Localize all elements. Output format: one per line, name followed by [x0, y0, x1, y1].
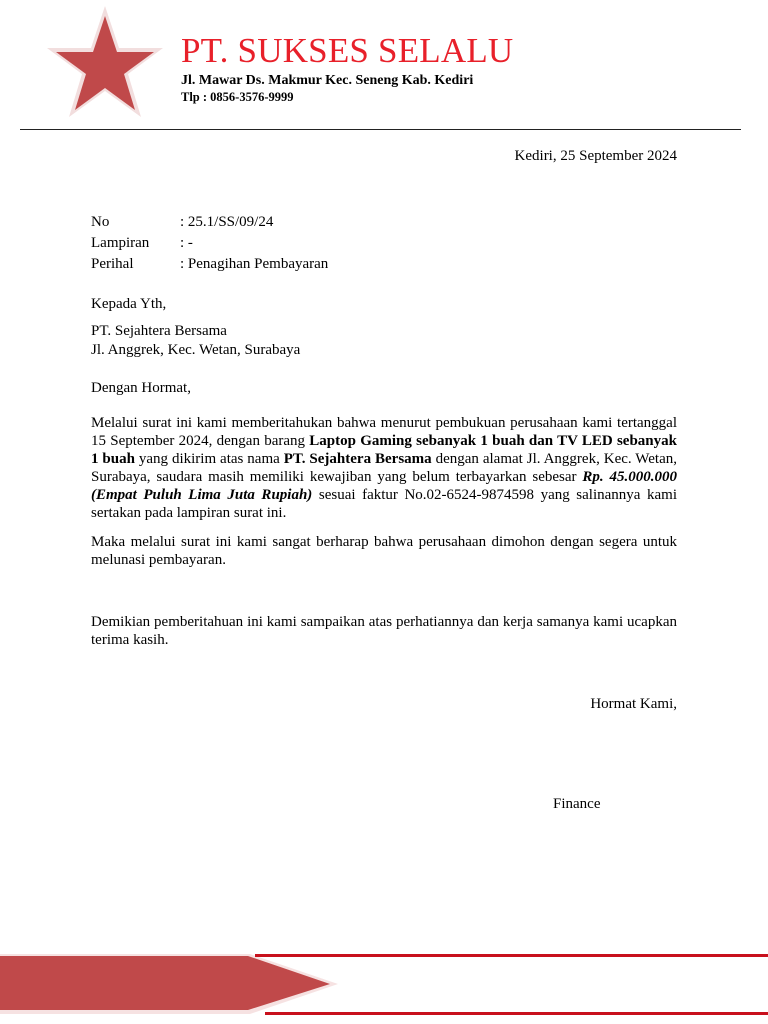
- meta-label-number: No: [91, 214, 110, 230]
- star-logo-icon: [46, 4, 164, 122]
- recipient-greeting: Kepada Yth,: [91, 296, 167, 312]
- place-date: Kediri, 25 September 2024: [514, 148, 677, 164]
- company-phone: Tlp : 0856-3576-9999: [181, 90, 294, 104]
- body-paragraph: [91, 414, 677, 522]
- company-name: PT. SUKSES SELALU: [181, 31, 514, 70]
- signoff: Hormat Kami,: [590, 696, 677, 712]
- body-text: yang dikirim atas nama: [134, 451, 284, 467]
- recipient-name: PT. Sejahtera Bersama: [91, 323, 227, 339]
- meta-label-attachment: Lampiran: [91, 235, 150, 251]
- meta-value-subject: : Penagihan Pembayaran: [180, 256, 329, 272]
- recipient-company: PT. Sejahtera Bersama: [283, 451, 432, 467]
- request-paragraph: Maka melalui surat ini kami sangat berharap bahwa perusahaan dimohon dengan segera untuk melunasi pembayaran.: [91, 534, 677, 568]
- ordered-items: Laptop Gaming sebanyak 1 buah dan TV LED sebanyak 1 buah: [91, 433, 677, 467]
- meta-value-attachment: : -: [180, 235, 193, 251]
- signer-title: Finance: [553, 796, 601, 812]
- body-text: dengan alamat Jl. Anggrek, Kec. Wetan, Surabaya, saudara masih memiliki kewajiban yang belum terbayarkan sebesar: [91, 451, 677, 485]
- salutation: Dengan Hormat,: [91, 380, 191, 396]
- meta-value-number: : 25.1/SS/09/24: [180, 214, 274, 230]
- company-address: Jl. Mawar Ds. Makmur Kec. Seneng Kab. Kediri: [181, 73, 474, 88]
- body-text: sesuai faktur No.02-6524-9874598 yang salinannya kami sertakan pada lampiran surat ini.: [91, 487, 677, 521]
- body-text: Melalui surat ini kami memberitahukan bahwa menurut pembukuan perusahaan kami tertanggal 15 September 2024, dengan barang: [91, 415, 677, 449]
- closing-paragraph: Demikian pemberitahuan ini kami sampaikan atas perhatiannya dan kerja samanya kami ucapkan terima kasih.: [91, 614, 677, 648]
- amount-due: Rp. 45.000.000 (Empat Puluh Lima Juta Rupiah): [91, 469, 677, 503]
- header-divider: [20, 129, 741, 130]
- footer-decoration: [0, 948, 768, 1024]
- meta-label-subject: Perihal: [91, 256, 134, 272]
- recipient-address: Jl. Anggrek, Kec. Wetan, Surabaya: [91, 342, 301, 358]
